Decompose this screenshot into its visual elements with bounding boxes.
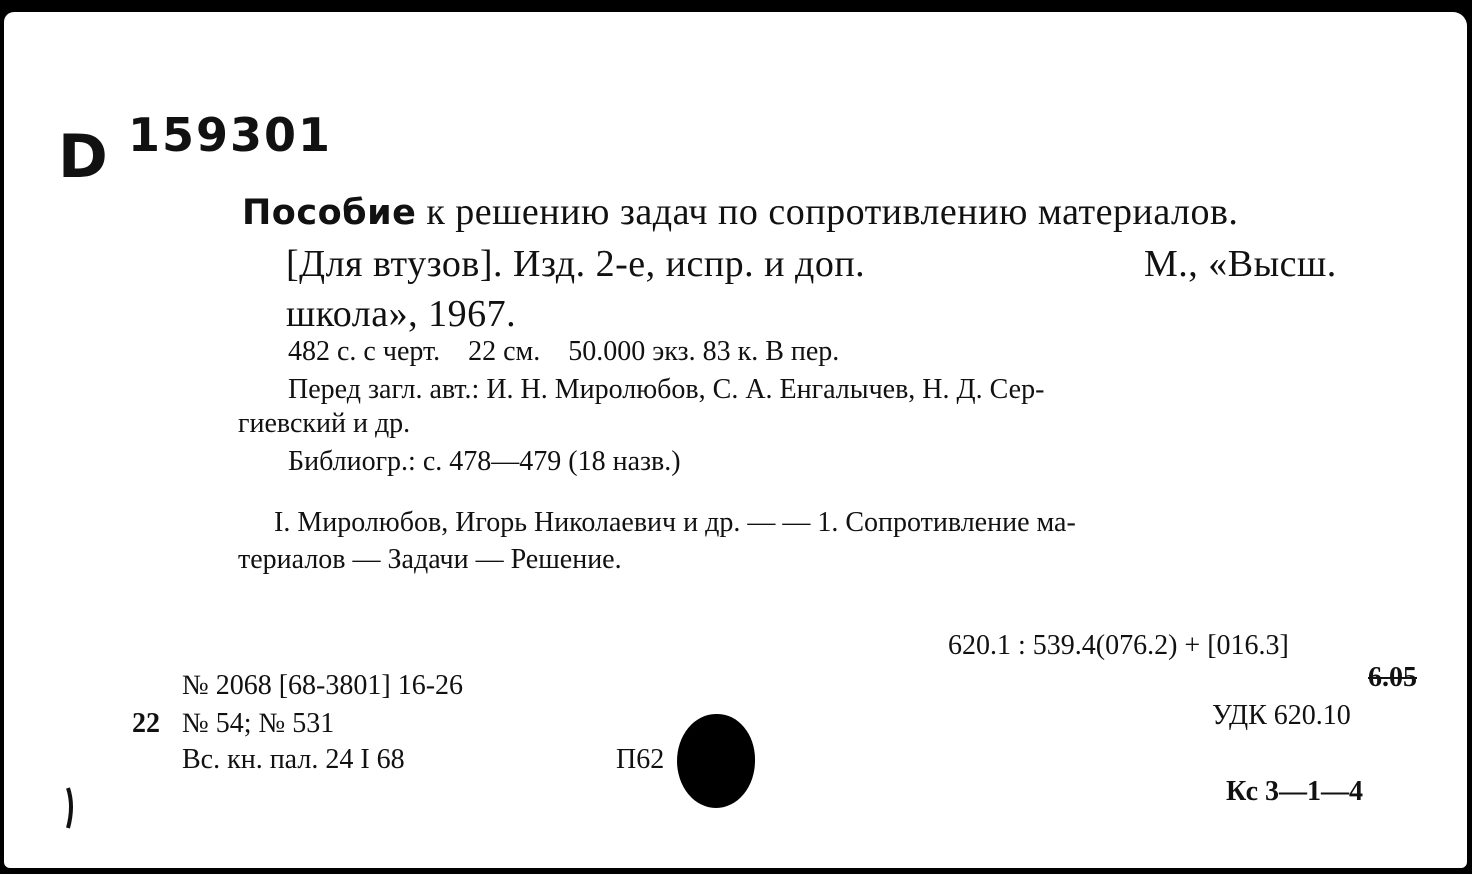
bibliography-note: Библиогр.: с. 478—479 (18 назв.): [288, 446, 681, 477]
order-line-2: № 54; № 531: [182, 708, 335, 739]
punch-hole: [677, 714, 755, 808]
title-line-2a: [Для втузов]. Изд. 2-е, испр. и доп.: [286, 243, 866, 285]
order-line-3: Вс. кн. пал. 24 I 68: [182, 744, 405, 775]
udc-formula: 620.1 : 539.4(076.2) + [016.3]: [948, 630, 1289, 661]
title-line-1: [242, 190, 1238, 234]
udc-code: УДК 620.10: [1212, 700, 1351, 731]
call-number-prefix: D: [58, 122, 108, 192]
tracing-line-1: I. Миролюбов, Игорь Николаевич и др. — — 1. Сопротивление ма-: [274, 507, 1076, 538]
title-rest: к решению задач по сопротивлению материалов.: [416, 191, 1239, 233]
title-line-2b: М., «Высш.: [1144, 243, 1337, 285]
title-lead: Пособие: [242, 193, 417, 233]
physical-description: 482 с. с черт. 22 см. 50.000 экз. 83 к. В пер.: [288, 336, 840, 367]
code-605: 6.05: [1368, 662, 1417, 693]
tracing-line-2: териалов — Задачи — Решение.: [238, 544, 622, 575]
catalog-card: [4, 12, 1467, 868]
authors-line-1: Перед загл. авт.: И. Н. Миролюбов, С. А. Енгалычев, Н. Д. Сер-: [288, 374, 1045, 405]
order-line-2-number: 22: [132, 708, 160, 739]
authors-line-2: гиевский и др.: [238, 408, 411, 439]
stamp-code: П62: [616, 744, 665, 775]
margin-mark: [60, 784, 80, 834]
order-line-1: № 2068 [68-3801] 16-26: [182, 670, 464, 701]
kc-code: Кс 3—1—4: [1226, 776, 1364, 807]
call-number: 159301: [128, 108, 333, 162]
title-line-3: школа», 1967.: [286, 293, 517, 335]
